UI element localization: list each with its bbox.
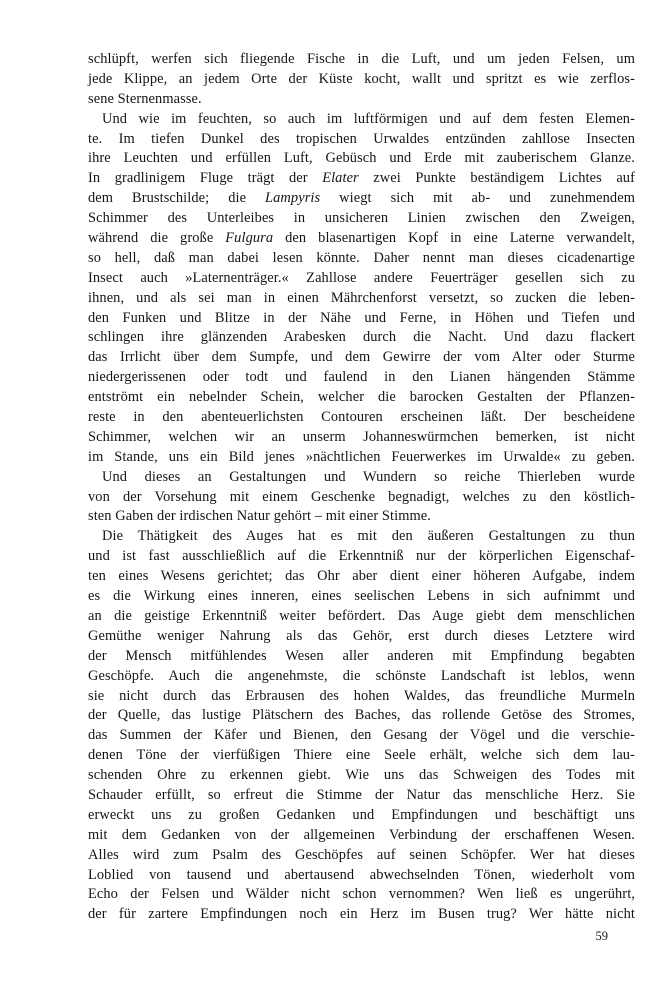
text-line [88,846,635,866]
text-segment: entströmt ein nebelnder Schein, welcher die barocken Gestalten der Pflanzen- [88,389,635,406]
text-line [88,408,635,428]
text-segment: dem Brustschilde; die [88,190,266,207]
text-line [88,687,635,707]
text-line [88,90,635,110]
text-segment: von der Vorsehung mit einem Geschenke begnadigt, welches zu den köstlich- [88,488,635,505]
text-line [88,70,635,90]
text-line [88,348,635,368]
text-line [88,866,635,886]
text-segment: erweckt uns zu großen Gedanken und Empfindungen und beschäftigt uns [88,806,635,823]
text-line [88,388,635,408]
text-segment: denen Töne der vierfüßigen Thiere eine Seele erhält, welche sich dem lau- [88,747,635,764]
text-segment: den blasenartigen Kopf in eine Laterne verwandelt, [273,230,635,247]
text-segment: zwei Punkte beständigem Lichtes auf [358,170,635,187]
text-segment: Und dieses an Gestaltungen und Wundern so reiche Thierleben wurde [102,468,635,485]
text-segment: im Stande, uns ein Bild jenes »nächtlichen Feuerwerkes im Urwalde« zu geben. [88,448,635,465]
text-segment: te. Im tiefen Dunkel des tropischen Urwaldes entzünden zahllose Insecten [88,130,635,147]
text-line [88,50,635,70]
text-segment: Schauder erfüllt, so erfreut die Stimme der Natur das menschliche Herz. Sie [88,786,635,803]
text-line [88,806,635,826]
text-line [88,547,635,567]
text-line [88,567,635,587]
text-line [88,726,635,746]
text-line [88,627,635,647]
text-line [88,667,635,687]
text-segment: ten eines Wesens gerichtet; das Ohr aber dient einer höheren Aufgabe, indem [88,568,635,585]
text-segment: schlüpft, werfen sich fliegende Fische in die Luft, und um jeden Felsen, um [88,51,635,67]
text-segment: sie nicht durch das Erbrausen des hohen Waldes, das freundliche Murmeln [88,687,635,704]
text-segment: Loblied von tausend und abertausend abwechselnden Tönen, wiederholt vom [88,866,635,883]
text-line [88,468,635,488]
text-segment: den Funken und Blitze in der Nähe und Ferne, in Höhen und Tiefen und [88,309,635,326]
text-line [88,488,635,508]
text-segment: schenden Ohre zu erkennen giebt. Wie uns das Schweigen des Todes mit [88,767,635,784]
text-segment: Schimmer des Unterleibes in unsicheren Linien zwischen den Zweigen, [88,210,635,227]
text-segment: Alles wird zum Psalm des Geschöpfes auf seinen Schöpfer. Wer hat dieses [88,846,635,863]
text-line [88,706,635,726]
text-segment: ihnen, und als sei man in einen Mährchenforst versetzt, so zucken die leben- [88,289,635,306]
text-line [88,130,635,150]
text-segment: der Quelle, das lustige Plätschern des Baches, das rollende Getöse des Stromes, [88,707,635,724]
page-number: 59 [595,929,608,943]
page-text [88,50,635,925]
text-line [88,110,635,130]
text-line [88,368,635,388]
text-line [88,328,635,348]
text-segment: reste in den abenteuerlichsten Contouren erscheinen läßt. Der bescheidene [88,409,635,426]
text-segment: Echo der Felsen und Wälder nicht schon vernommen? Wen ließ es ungerührt, [88,886,635,903]
species-name-italic: Elater [322,170,359,187]
text-line [88,527,635,547]
text-segment: Schimmer, welchen wir an unserm Johanneswürmchen bemerken, ist nicht [88,428,635,445]
text-segment: Und wie im feuchten, so auch im luftförmigen und auf dem festen Elemen- [102,110,635,127]
text-segment: es die Wirkung eines inneren, eines seelischen Lebens in sich aufnimmt und [88,588,635,605]
text-line [88,766,635,786]
text-line [88,647,635,667]
text-segment: das Irrlicht über dem Sumpfe, und dem Gewirre der vom Alter oder Sturme [88,349,635,366]
species-name-italic: Fulgura [225,230,274,247]
text-line [88,448,635,468]
text-line [88,905,635,925]
text-segment: niedergerissenen oder todt und faulend in den Lianen hängenden Stämme [88,369,635,386]
text-segment: Gemüthe weniger Nahrung als das Gehör, erst durch dieses Letztere wird [88,627,635,644]
text-segment: der für zartere Empfindungen noch ein Herz im Busen trug? Wer hätte nicht [88,906,635,923]
text-line [88,209,635,229]
text-line [88,826,635,846]
text-line [88,607,635,627]
text-line [88,249,635,269]
text-line [88,309,635,329]
text-segment: mit dem Gedanken von der allgemeinen Verbindung der erschaffenen Wesen. [88,826,635,843]
text-line [88,189,635,209]
text-line [88,786,635,806]
species-name-italic: Lampyris [265,190,321,207]
text-segment: und ist fast ausschließlich auf die Erkenntniß nur der körperlichen Eigenschaf- [88,548,635,565]
text-segment: schlingen ihre glänzenden Arabesken durch die Nacht. Und dazu flackert [88,329,635,346]
text-segment: In gradlinigem Fluge trägt der [88,170,323,187]
text-line [88,229,635,249]
text-line [88,746,635,766]
text-segment: so hell, daß man dabei lesen könnte. Daher nennt man dieses cicadenartige [88,249,635,266]
text-line [88,885,635,905]
text-segment: sene Sternenmasse. [88,90,202,107]
text-line [88,289,635,309]
text-line [88,149,635,169]
text-segment: Insect auch »Laternenträger.« Zahllose andere Feuerträger gesellen sich zu [88,269,635,286]
text-segment: wiegt sich mit ab- und zunehmendem [320,190,635,207]
text-segment: das Summen der Käfer und Bienen, den Gesang der Vögel und die verschie- [88,727,635,744]
text-segment: Geschöpfe. Auch die angenehmste, die schönste Landschaft ist leblos, wenn [88,667,635,684]
text-segment: während die große [88,230,226,247]
text-segment: sten Gaben der irdischen Natur gehört – mit einer Stimme. [88,508,431,525]
text-segment: ihre Leuchten und erfüllen Luft, Gebüsch und Erde mit zauberischem Glanze. [88,150,635,167]
text-line [88,269,635,289]
text-line [88,169,635,189]
text-line [88,428,635,448]
text-segment: Die Thätigkeit des Auges hat es mit den äußeren Gestaltungen zu thun [102,528,635,545]
text-line [88,507,635,527]
text-segment: der Mensch mitfühlendes Wesen aller anderen mit Empfindung begabten [88,647,635,664]
text-line [88,587,635,607]
text-segment: jede Klippe, an jedem Orte der Küste kocht, wallt und spritzt es wie zerflos- [88,70,635,87]
text-segment: an die geistige Erkenntniß weiter befördert. Das Auge giebt dem menschlichen [88,607,635,624]
